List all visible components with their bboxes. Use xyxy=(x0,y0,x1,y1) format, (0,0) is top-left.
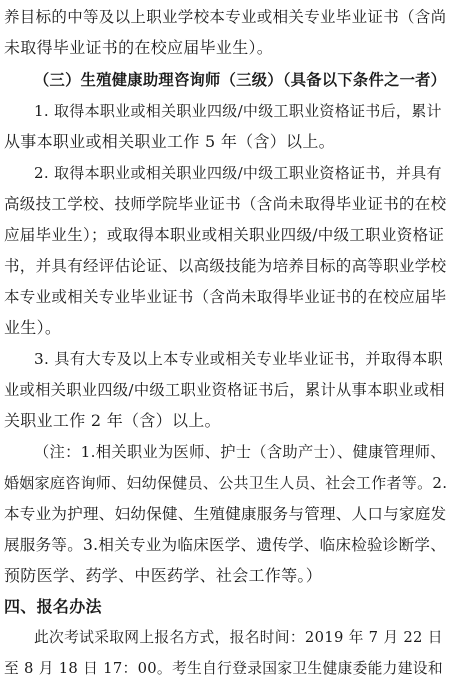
body-text-line: 本专业或相关专业毕业证书（含尚未取得毕业证书的在校应届毕 xyxy=(4,288,447,306)
body-text-line: 关职业工作 2 年（含）以上。 xyxy=(4,411,221,430)
body-text-line: 至 8 月 18 日 17：00。考生自行登录国家卫生健康委能力建设和 xyxy=(4,660,443,677)
body-text-line: 3. 具有大专及以上本专业或相关专业毕业证书，并取得本职 xyxy=(34,350,444,368)
note-text-line: 展服务等。3.相关专业为临床医学、遗传学、临床检验诊断学、 xyxy=(4,536,446,554)
section-heading: 四、报名办法 xyxy=(4,597,102,616)
section-heading: （三）生殖健康助理咨询师（三级）（具备以下条件之一者） xyxy=(34,71,447,89)
body-text-line: 从事本职业或相关职业工作 5 年（含）以上。 xyxy=(4,132,335,151)
body-text-line: 应届毕业生）；或取得本职业或相关职业四级/中级工职业资格证 xyxy=(4,226,445,244)
body-text-line: 书，并具有经评估论证、以高级技能为培养目标的高等职业学校 xyxy=(4,257,447,275)
note-text-line: （注：1.相关职业为医师、护士（含助产士）、健康管理师、 xyxy=(34,443,446,461)
note-text-line: 本专业为护理、妇幼保健、生殖健康服务与管理、人口与家庭发 xyxy=(4,505,447,523)
body-text-line: 高级技工学校、技师学院毕业证书（含尚未取得毕业证书的在校 xyxy=(4,195,447,213)
body-text-line: 业生）。 xyxy=(4,318,62,337)
body-text-line: 业或相关职业四级/中级工职业资格证书后，累计从事本职业或相 xyxy=(4,381,445,399)
body-text-line: 未取得毕业证书的在校应届毕业生）。 xyxy=(4,38,274,57)
note-text-line: 婚姻家庭咨询师、妇幼保健员、公共卫生人员、社会工作者等。2. xyxy=(4,474,448,492)
body-text-line: 1. 取得本职业或相关职业四级/中级工职业资格证书后，累计 xyxy=(34,102,442,120)
note-text-line: 预防医学、药学、中医药学、社会工作等。） xyxy=(4,566,323,585)
body-text-line: 养目标的中等及以上职业学校本专业或相关专业毕业证书（含尚 xyxy=(4,8,447,26)
body-text-line: 2. 取得本职业或相关职业四级/中级工职业资格证书，并具有 xyxy=(34,164,442,182)
body-text-line: 此次考试采取网上报名方式，报名时间：2019 年 7 月 22 日 xyxy=(34,629,443,646)
